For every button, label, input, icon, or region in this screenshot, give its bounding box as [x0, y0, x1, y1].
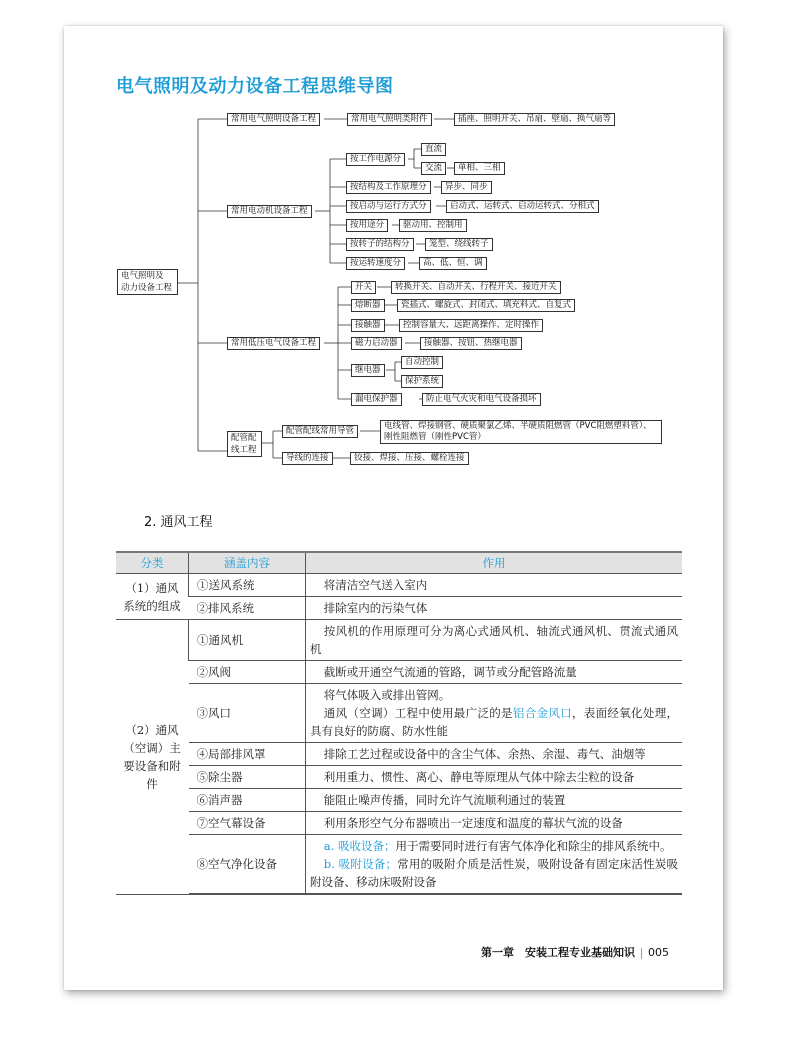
function-cell: 排除工艺过程或设备中的含尘气体、余热、余湿、毒气、油烟等 [306, 743, 683, 766]
coverage-cell: ④局部排风罩 [189, 743, 306, 766]
node-relay: 继电器 [351, 364, 385, 377]
table-row [116, 812, 682, 835]
ventilation-table [116, 551, 682, 895]
table-row [116, 597, 682, 620]
node-conduit: 配管配线常用导管 [282, 425, 358, 438]
node-use-leaf: 驱动用、控制用 [399, 219, 467, 232]
label-adsorption: b. 吸附设备； [323, 857, 398, 871]
coverage-cell: ②风阀 [189, 661, 306, 684]
function-cell: 按风机的作用原理可分为离心式通风机、轴流式通风机、贯流式通风机 [306, 620, 683, 661]
node-start-leaf: 启动式、运转式、启动运转式、分相式 [446, 200, 599, 213]
node-leakage-protector: 漏电保护器 [351, 393, 402, 406]
table-row [116, 766, 682, 789]
table-row [116, 620, 682, 661]
function-cell: 将清洁空气送入室内 [306, 574, 683, 597]
function-cell: 能阻止噪声传播，同时允许气流顺利通过的装置 [306, 789, 683, 812]
node-by-rotor: 按转子的结构分 [346, 238, 414, 251]
coverage-cell: ⑧空气净化设备 [189, 835, 306, 895]
node-lighting-leaf: 插座、照明开关、吊扇、壁扇、换气扇等 [454, 113, 615, 126]
node-lighting-accessories: 常用电气照明类附件 [347, 113, 432, 126]
node-piping: 配管配 线工程 [227, 431, 262, 457]
mindmap-root: 电气照明及 动力设备工程 [117, 269, 178, 295]
node-by-start: 按启动与运行方式分 [346, 200, 431, 213]
node-by-speed: 按运转速度分 [346, 257, 405, 270]
node-by-power: 按工作电源分 [346, 153, 405, 166]
node-starter-leaf: 接触器、按钮、热继电器 [420, 337, 522, 350]
node-low-voltage: 常用低压电气设备工程 [227, 337, 320, 350]
node-ac: 交流 [421, 162, 446, 175]
page-title: 电气照明及动力设备工程思维导图 [116, 76, 394, 97]
table-row [116, 574, 682, 597]
node-relay-protect: 保护系统 [401, 375, 443, 388]
highlight-aluminum-vent: 铝合金风口 [512, 706, 572, 720]
node-magnetic-starter: 磁力启动器 [351, 337, 402, 350]
section-heading: 2. 通风工程 [144, 515, 213, 530]
table-row [116, 789, 682, 812]
node-wire-connection: 导线的连接 [282, 452, 333, 465]
function-cell: a. 吸收设备；用于需要同时进行有害气体净化和除尘的排风系统中。 b. 吸附设备；常用的吸附介质是活性炭，吸附设备有固定床活性炭吸附设备、移动床吸附设备 [306, 835, 683, 895]
category-cell: （2）通风（空调）主要设备和附件 [116, 620, 189, 895]
coverage-cell: ①通风机 [189, 620, 306, 661]
node-wire-leaf: 铰接、焊接、压接、螺栓连接 [350, 452, 469, 465]
coverage-cell: ①送风系统 [189, 574, 306, 597]
node-fuse-leaf: 瓷插式、螺旋式、封闭式、填充料式、自复式 [397, 299, 575, 312]
coverage-cell: ⑦空气幕设备 [189, 812, 306, 835]
page-footer [481, 944, 669, 960]
node-contactor-leaf: 控制容量大、远距离操作、定时操作 [399, 319, 543, 332]
function-cell: 将气体吸入或排出管网。 通风（空调）工程中使用最广泛的是铝合金风口，表面经氧化处理，具有良好的防腐、防水性能 [306, 684, 683, 743]
header-category: 分类 [116, 552, 189, 574]
node-motor-equipment: 常用电动机设备工程 [227, 205, 312, 218]
function-cell: 利用重力、惯性、离心、静电等原理从气体中除去尘粒的设备 [306, 766, 683, 789]
category-cell: （1）通风系统的组成 [116, 574, 189, 620]
chapter-title: 第一章 安装工程专业基础知识 [481, 946, 635, 959]
page-number: 005 [648, 946, 669, 959]
node-switch: 开关 [351, 281, 376, 294]
node-by-structure: 按结构及工作原理分 [346, 181, 431, 194]
coverage-cell: ⑥消声器 [189, 789, 306, 812]
coverage-cell: ⑤除尘器 [189, 766, 306, 789]
node-relay-auto: 自动控制 [401, 356, 443, 369]
coverage-cell: ②排风系统 [189, 597, 306, 620]
node-dc: 直流 [421, 143, 446, 156]
footer-divider [641, 948, 642, 959]
function-cell: 利用条形空气分布器喷出一定速度和温度的幕状气流的设备 [306, 812, 683, 835]
function-cell: 排除室内的污染气体 [306, 597, 683, 620]
node-contactor: 接触器 [351, 319, 385, 332]
table-row [116, 684, 682, 743]
node-lighting-equipment: 常用电气照明设备工程 [227, 113, 320, 126]
header-function: 作用 [306, 552, 683, 574]
function-cell: 截断或开通空气流通的管路，调节或分配管路流量 [306, 661, 683, 684]
node-ac-leaf: 单相、三相 [454, 162, 505, 175]
header-coverage: 涵盖内容 [189, 552, 306, 574]
node-by-use: 按用途分 [346, 219, 388, 232]
node-conduit-leaf: 电线管、焊接钢管、硬质聚氯乙烯、半硬质阻燃管（PVC阻燃塑料管）、刚性阻燃管（刚性PVC管） [380, 420, 662, 444]
node-speed-leaf: 高、低、恒、调 [419, 257, 487, 270]
coverage-cell: ③风口 [189, 684, 306, 743]
label-absorption: a. 吸收设备； [323, 839, 396, 853]
table-row [116, 835, 682, 895]
node-structure-leaf: 异步、同步 [441, 181, 492, 194]
node-switch-leaf: 转换开关、自动开关、行程开关、接近开关 [391, 281, 561, 294]
node-leak-leaf: 防止电气火灾和电气设备损坏 [422, 393, 541, 406]
node-fuse: 熔断器 [351, 299, 385, 312]
table-row [116, 661, 682, 684]
node-rotor-leaf: 笼型、绕线转子 [425, 238, 493, 251]
table-row [116, 743, 682, 766]
